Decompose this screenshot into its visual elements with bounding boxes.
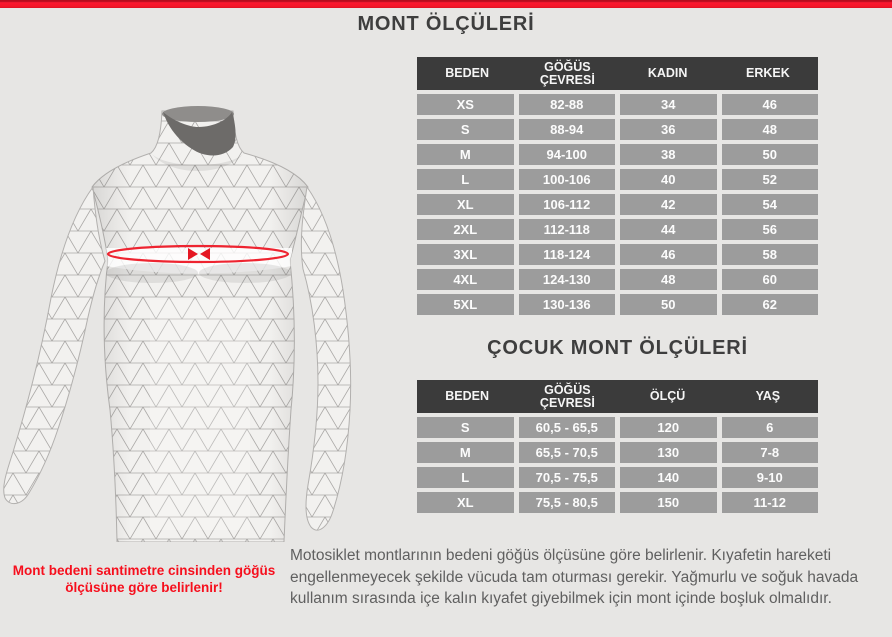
header-gogus-cevresi: GÖĞÜS ÇEVRESİ bbox=[539, 382, 595, 410]
table-cell: 130-136 bbox=[519, 294, 616, 315]
table-cell: 124-130 bbox=[519, 269, 616, 290]
table-cell: 50 bbox=[722, 144, 819, 165]
table-cell: XS bbox=[417, 94, 514, 115]
table-cell: 106-112 bbox=[519, 194, 616, 215]
child-table-body bbox=[417, 417, 818, 513]
table-cell: 82-88 bbox=[519, 94, 616, 115]
table-row bbox=[417, 269, 818, 290]
table-cell: 75,5 - 80,5 bbox=[519, 492, 616, 513]
table-cell: 60,5 - 65,5 bbox=[519, 417, 616, 438]
table-row bbox=[417, 144, 818, 165]
table-row bbox=[417, 169, 818, 190]
header-gogus-cevresi: GÖĞÜS ÇEVRESİ bbox=[539, 59, 595, 87]
table-cell: 11-12 bbox=[722, 492, 819, 513]
table-cell: L bbox=[417, 467, 514, 488]
right-arm bbox=[301, 187, 350, 530]
page-title: MONT ÖLÇÜLERİ bbox=[357, 13, 535, 35]
table-cell: 44 bbox=[620, 219, 717, 240]
wireframe-torso-chest-measurement-icon bbox=[0, 55, 400, 542]
table-row bbox=[417, 417, 818, 438]
table-cell: 70,5 - 75,5 bbox=[519, 467, 616, 488]
torso-measurement-figure bbox=[0, 55, 400, 542]
table-cell: 6 bbox=[722, 417, 819, 438]
adult-table-header bbox=[417, 57, 818, 90]
measurement-note-red: Mont bedeni santimetre cinsinden göğüs ölçüsüne göre belirlenir! bbox=[12, 563, 276, 595]
top-red-bar bbox=[0, 0, 892, 8]
table-cell: 94-100 bbox=[519, 144, 616, 165]
table-cell: L bbox=[417, 169, 514, 190]
table-cell: 150 bbox=[620, 492, 717, 513]
table-cell: 40 bbox=[620, 169, 717, 190]
table-cell: 7-8 bbox=[722, 442, 819, 463]
table-cell: S bbox=[417, 417, 514, 438]
table-cell: 62 bbox=[722, 294, 819, 315]
header-yas: YAŞ bbox=[755, 389, 781, 403]
left-arm bbox=[4, 187, 105, 504]
child-table-title: ÇOCUK MONT ÖLÇÜLERİ bbox=[487, 337, 748, 359]
description-text: Motosiklet montlarının bedeni göğüs ölçüsüne göre belirlenir. Kıyafetin hareketi engellenmeyecek şekilde vücuda tam oturması gerekir. Yağmurlu ve soğuk havada kullanım sırasında içe kalın kıyafet giyebilmek için mont içinde boşluk olmalıdır. bbox=[290, 547, 859, 607]
table-cell: 52 bbox=[722, 169, 819, 190]
table-cell: 100-106 bbox=[519, 169, 616, 190]
table-cell: 140 bbox=[620, 467, 717, 488]
header-erkek: ERKEK bbox=[745, 66, 790, 80]
table-cell: 9-10 bbox=[722, 467, 819, 488]
table-cell: 50 bbox=[620, 294, 717, 315]
table-cell: 38 bbox=[620, 144, 717, 165]
table-cell: 5XL bbox=[417, 294, 514, 315]
header-kadin: KADIN bbox=[647, 66, 688, 80]
table-cell: 118-124 bbox=[519, 244, 616, 265]
table-cell: 2XL bbox=[417, 219, 514, 240]
table-row bbox=[417, 442, 818, 463]
table-cell: 46 bbox=[722, 94, 819, 115]
table-row bbox=[417, 119, 818, 140]
table-cell: 58 bbox=[722, 244, 819, 265]
table-cell: 42 bbox=[620, 194, 717, 215]
table-row bbox=[417, 294, 818, 315]
table-cell: 130 bbox=[620, 442, 717, 463]
table-cell: M bbox=[417, 442, 514, 463]
table-cell: S bbox=[417, 119, 514, 140]
table-row bbox=[417, 219, 818, 240]
adult-size-table bbox=[417, 57, 818, 319]
table-cell: 65,5 - 70,5 bbox=[519, 442, 616, 463]
table-cell: 3XL bbox=[417, 244, 514, 265]
table-cell: XL bbox=[417, 492, 514, 513]
adult-table-body bbox=[417, 94, 818, 315]
header-olcu: ÖLÇÜ bbox=[649, 389, 686, 403]
table-row bbox=[417, 194, 818, 215]
table-cell: 48 bbox=[620, 269, 717, 290]
table-cell: 54 bbox=[722, 194, 819, 215]
table-row bbox=[417, 94, 818, 115]
table-cell: 48 bbox=[722, 119, 819, 140]
table-cell: 120 bbox=[620, 417, 717, 438]
table-cell: M bbox=[417, 144, 514, 165]
child-size-table bbox=[417, 380, 818, 517]
table-cell: XL bbox=[417, 194, 514, 215]
table-cell: 36 bbox=[620, 119, 717, 140]
table-cell: 88-94 bbox=[519, 119, 616, 140]
header-beden: BEDEN bbox=[445, 66, 489, 80]
table-cell: 60 bbox=[722, 269, 819, 290]
table-cell: 56 bbox=[722, 219, 819, 240]
table-row bbox=[417, 244, 818, 265]
table-cell: 112-118 bbox=[519, 219, 616, 240]
table-row bbox=[417, 492, 818, 513]
table-cell: 34 bbox=[620, 94, 717, 115]
child-table-header bbox=[417, 380, 818, 413]
table-cell: 46 bbox=[620, 244, 717, 265]
header-beden: BEDEN bbox=[445, 389, 489, 403]
table-cell: 4XL bbox=[417, 269, 514, 290]
table-row bbox=[417, 467, 818, 488]
